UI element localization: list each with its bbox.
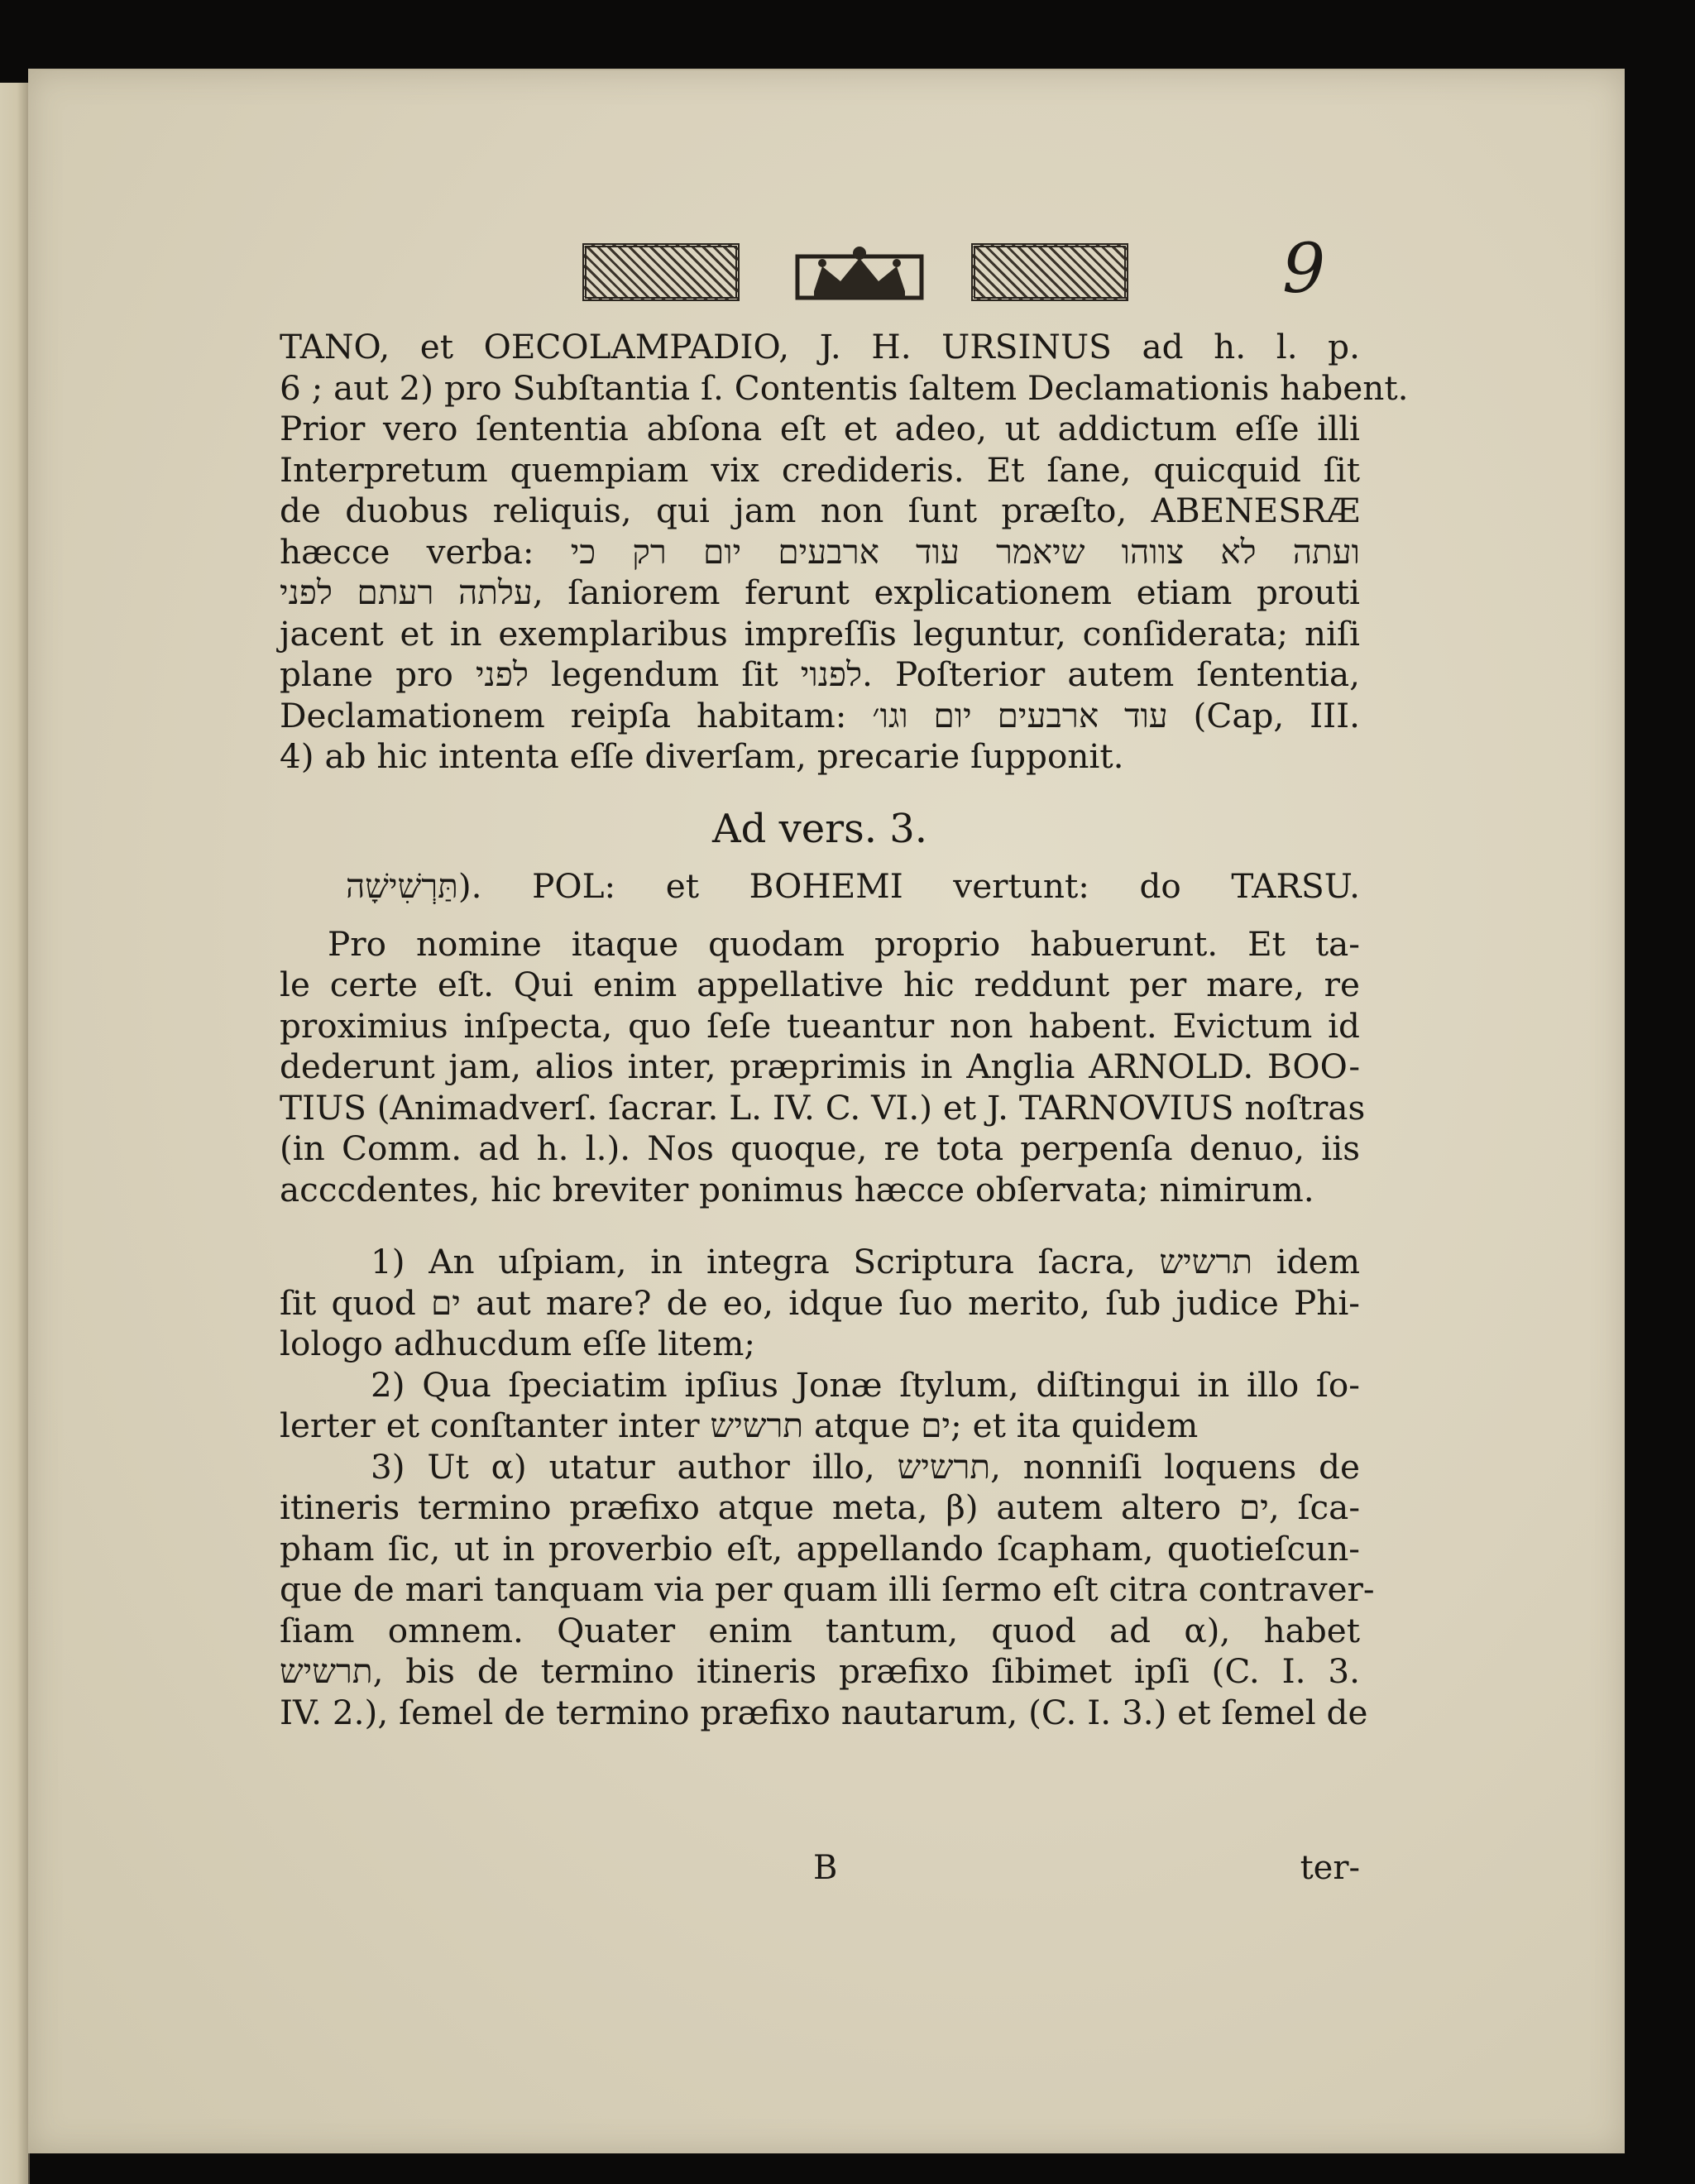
text-line: pham ſic, ut in proverbio eſt, appellando ſcapham, quotieſcun- — [280, 1528, 1360, 1569]
text-line: Pro nomine itaque quodam proprio habuerunt. Et ta- — [328, 923, 1360, 964]
paragraph-2 — [280, 923, 1366, 1211]
text-line: que de mari tanquam via per quam illi ſermo eſt citra contraver- — [280, 1569, 1375, 1609]
text-line: Prior vero ſententia abſona eſt et adeo, ut addictum eſſe illi — [280, 409, 1360, 448]
text-line: hæcce verba: ועתה לא צווהו שיאמר עוד ארבעים יום רק כי — [280, 531, 1360, 572]
lemma-line: תַּרְשִׁישָׁה). POL: et BOHEMI vertunt: do TARSU. — [346, 866, 1360, 906]
text-line: plane pro לפני legendum ſit לפנוי. Poſterior autem ſententia, — [280, 654, 1360, 694]
text-line: acccdentes, hic breviter ponimus hæcce obſervata; nimirum. — [280, 1169, 1314, 1209]
section-heading: Ad vers. 3. — [711, 805, 928, 852]
text-line: Interpretum quempiam vix credideris. Et ſane, quicquid ſit — [280, 449, 1360, 490]
text-line: 1) An uſpiam, in integra Scriptura ſacra, תרשיש idem — [371, 1242, 1360, 1281]
signature-mark: B — [813, 1849, 838, 1887]
text-line: de duobus reliquis, qui jam non ſunt præſto, ABENESRÆ — [280, 491, 1360, 530]
text-line: lologo adhucdum eſſe litem; — [280, 1324, 756, 1363]
text-line: 2) Qua ſpeciatim ipſius Jonæ ſtylum, diſtingui in illo ſo- — [371, 1364, 1360, 1405]
text-line: (in Comm. ad h. l.). Nos quoque, re tota perpenſa denuo, iis — [280, 1128, 1360, 1168]
text-line: עלתה רעתם לפני, ſaniorem ferunt explicationem etiam prouti — [280, 572, 1360, 612]
text-line: le certe eſt. Qui enim appellative hic reddunt per mare, re — [280, 965, 1360, 1004]
page-header — [28, 230, 1625, 314]
text-line: dederunt jam, alios inter, præprimis in Anglia ARNOLD. BOO- — [280, 1046, 1360, 1086]
crown-ornament-icon — [789, 240, 930, 304]
book-page — [28, 69, 1625, 2153]
text-line: IV. 2.), ſemel de termino præfixo nautarum, (C. I. 3.) et ſemel de — [280, 1692, 1368, 1732]
ornament-left-icon — [582, 240, 748, 304]
text-line: TANO, et OECOLAMPADIO, J. H. URSINUS ad h. l. p. — [280, 327, 1360, 366]
paragraph-1 — [280, 327, 1409, 778]
text-line: ſit quod ים aut mare? de eo, idque ſuo merito, ſub judice Phi- — [280, 1282, 1360, 1323]
text-line: lerter et conſtanter inter תרשיש atque ים; et ita quidem — [280, 1406, 1199, 1445]
catchword: ter- — [1300, 1849, 1360, 1887]
main-text — [280, 327, 1409, 1733]
page-number: 9 — [1282, 230, 1326, 309]
text-line: 6 ; aut 2) pro Subſtantia ſ. Contentis ſaltem Declamationis habent. — [280, 367, 1409, 408]
text-line: TIUS (Animadverſ. ſacrar. L. IV. C. VI.) et J. TARNOVIUS noſtras — [280, 1087, 1366, 1128]
previous-page-edge — [0, 83, 30, 2184]
text-line: 4) ab hic intenta eſſe diverſam, precarie ſupponit. — [280, 736, 1124, 776]
text-line: 3) Ut α) utatur author illo, תרשיש, nonniſi loquens de — [371, 1446, 1360, 1487]
text-line: Declamationem reipſa habitam: עוד ארבעים יום וגו׳ (Cap, III. — [280, 695, 1360, 735]
text-line: תרשיש, bis de termino itineris præfixo ſibimet ipſi (C. I. 3. — [280, 1651, 1360, 1691]
ornament-right-icon — [971, 240, 1137, 304]
text-line: itineris termino præfixo atque meta, β) autem altero ים, ſca- — [280, 1487, 1361, 1527]
text-line: proximius inſpecta, quo ſeſe tueantur non habent. Evictum id — [280, 1005, 1360, 1046]
text-line: jacent et in exemplaribus impreſſis leguntur, conſiderata; niſi — [280, 613, 1360, 654]
text-line: ſiam omnem. Quater enim tantum, quod ad α), habet — [280, 1610, 1360, 1650]
paragraph-3 — [280, 1242, 1375, 1733]
